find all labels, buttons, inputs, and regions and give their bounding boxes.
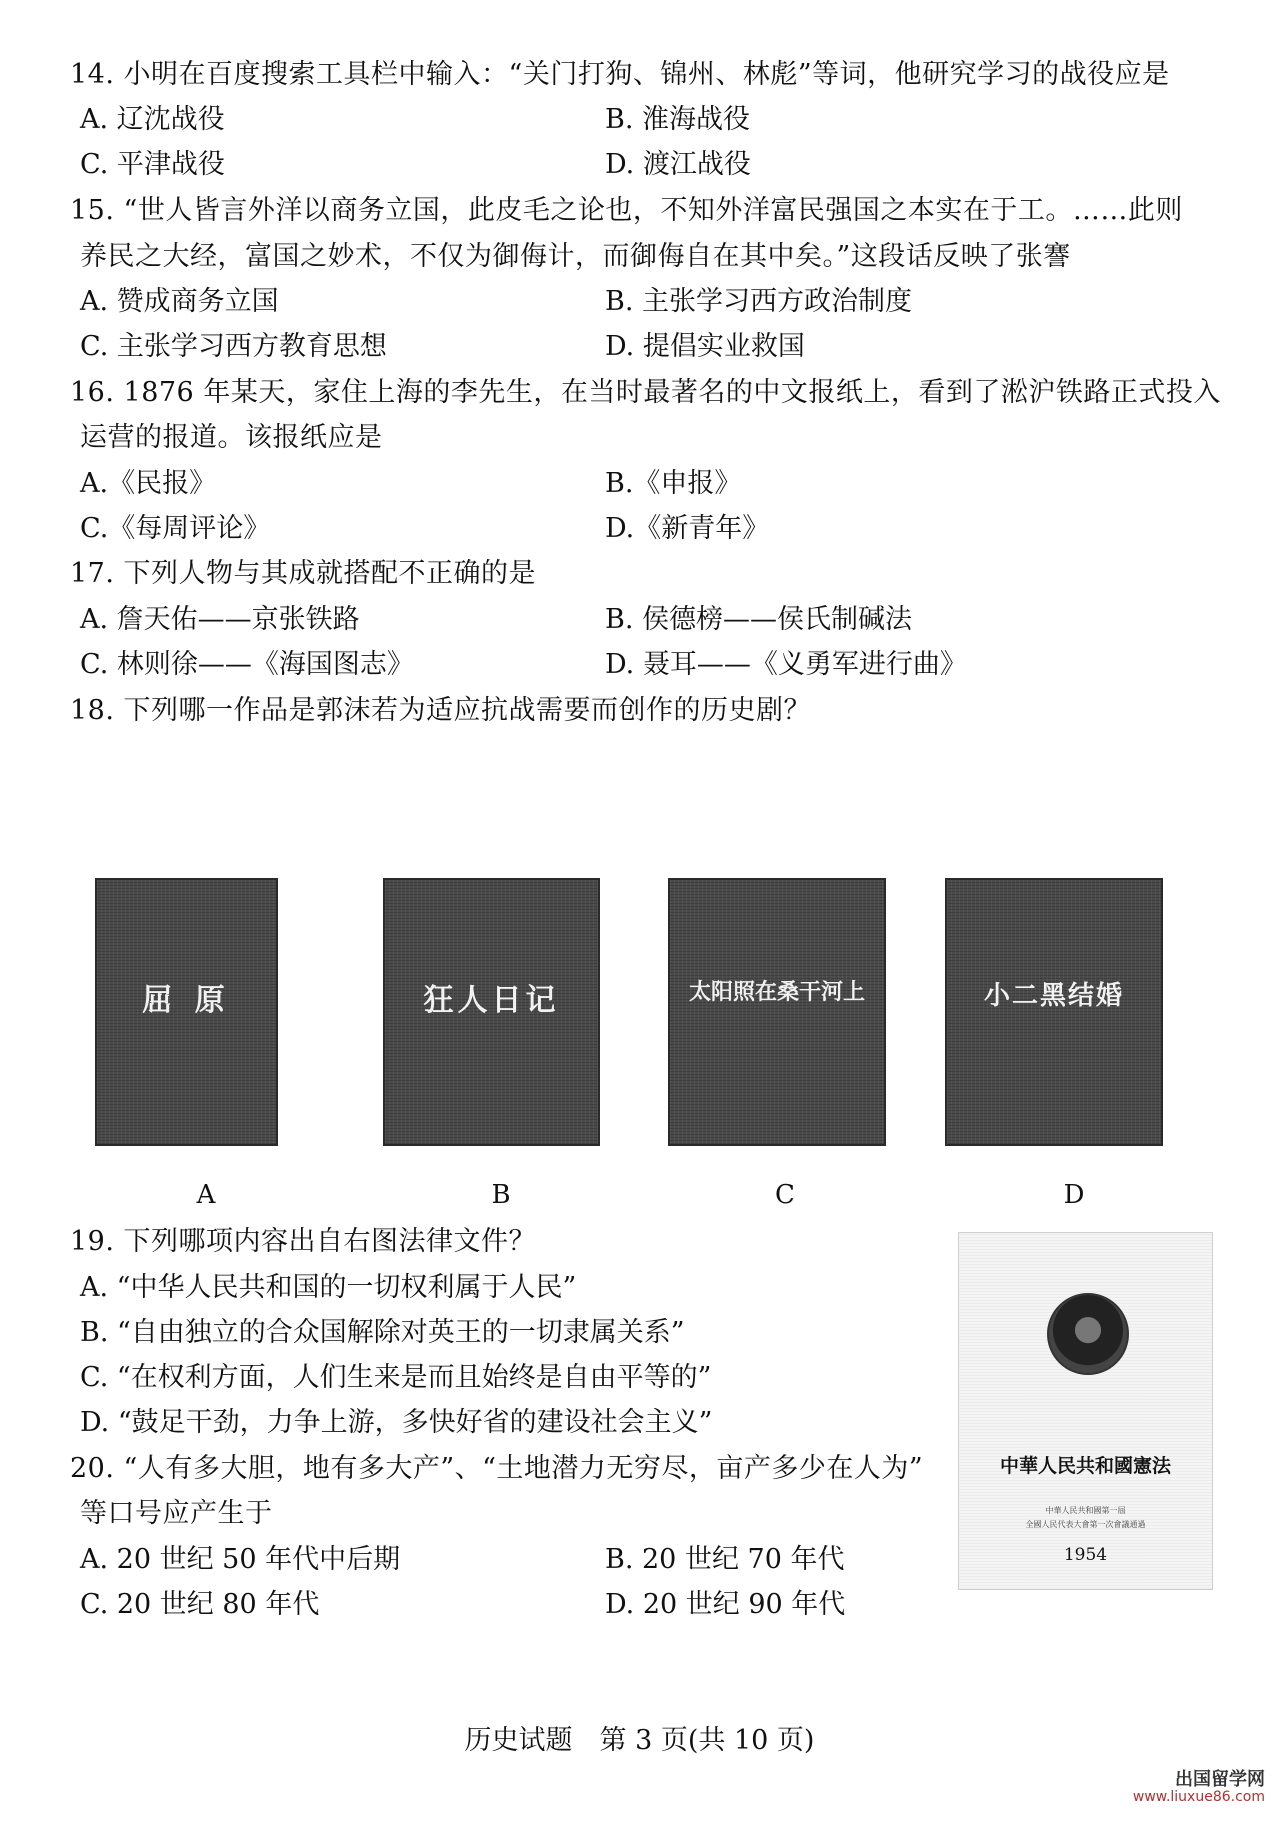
q18-label-c: C [775,1180,795,1210]
q18-label-a: A [196,1180,216,1210]
q19-option-b: B. “自由独立的合众国解除对英王的一切隶属关系” [80,1317,685,1348]
q17-option-d: D. 聂耳——《义勇军进行曲》 [605,649,967,680]
q16-stem-line1: 16. 1876 年某天，家住上海的李先生，在当时最著名的中文报纸上，看到了淞沪铁路正式投入 [70,377,1221,408]
q18-cover-b [383,878,600,1146]
q19-option-a: A. “中华人民共和国的一切权利属于人民” [80,1272,577,1303]
q18-cover-c [668,878,886,1146]
q15-option-a: A. 赞成商务立国 [80,286,279,317]
national-emblem-icon [1047,1293,1129,1375]
q17-stem: 17. 下列人物与其成就搭配不正确的是 [70,558,537,589]
q17-option-c: C. 林则徐——《海国图志》 [80,649,414,680]
constitution-title: 中華人民共和國憲法 [999,1455,1171,1477]
q14-option-b: B. 淮海战役 [605,104,751,135]
cover-b-title: 狂人日记 [423,983,560,1018]
q18-stem: 18. 下列哪一作品是郭沫若为适应抗战需要而创作的历史剧？ [70,695,812,726]
q16-option-c: C.《每周评论》 [80,513,271,544]
watermark-url: www.liuxue86.com [1132,1788,1265,1805]
q19-option-d: D. “鼓足干劲，力争上游，多快好省的建设社会主义” [80,1407,713,1438]
q19-stem: 19. 下列哪项内容出自右图法律文件？ [70,1226,537,1257]
q16-option-b: B.《申报》 [605,468,742,499]
q14-option-a: A. 辽沈战役 [80,104,225,135]
q15-stem-line1: 15. “世人皆言外洋以商务立国，此皮毛之论也，不知外洋富民强国之本实在于工。……此则 [70,195,1183,226]
q17-option-b: B. 侯德榜——侯氏制碱法 [605,604,913,635]
constitution-note-1: 中華人民共和國第一屆 [1045,1506,1126,1515]
cover-d-title: 小二黑结婚 [983,981,1124,1011]
constitution-cover-image [958,1232,1213,1590]
constitution-note-2: 全國人民代表大會第一次會議通過 [1025,1520,1146,1529]
q15-option-d: D. 提倡实业救国 [605,331,805,362]
q20-option-d: D. 20 世纪 90 年代 [605,1589,846,1620]
q14-option-d: D. 渡江战役 [605,149,751,180]
q18-label-d: D [1063,1180,1085,1210]
q16-option-a: A.《民报》 [80,468,217,499]
q17-option-a: A. 詹天佑——京张铁路 [80,604,360,635]
q14-stem: 14. 小明在百度搜索工具栏中输入：“关门打狗、锦州、林彪”等词，他研究学习的战役应是 [70,59,1170,90]
cover-c-title: 太阳照在桑干河上 [688,980,865,1005]
q20-option-c: C. 20 世纪 80 年代 [80,1589,320,1620]
q20-stem-line2: 等口号应产生于 [80,1498,273,1529]
q18-cover-d [945,878,1163,1146]
q15-option-c: C. 主张学习西方教育思想 [80,331,387,362]
q16-stem-line2: 运营的报道。该报纸应是 [80,422,383,453]
cover-a-title: 屈 原 [142,983,231,1018]
q20-option-b: B. 20 世纪 70 年代 [605,1544,845,1575]
q20-option-a: A. 20 世纪 50 年代中后期 [80,1544,401,1575]
q16-option-d: D.《新青年》 [605,513,770,544]
q15-option-b: B. 主张学习西方政治制度 [605,286,913,317]
q20-stem-line1: 20. “人有多大胆，地有多大产”、“土地潜力无穷尽，亩产多少在人为” [70,1453,924,1484]
q19-option-c: C. “在权利方面，人们生来是而且始终是自由平等的” [80,1362,712,1393]
q15-stem-line2: 养民之大经，富国之妙术，不仅为御侮计，而御侮自在其中矣。”这段话反映了张謇 [80,241,1071,272]
q14-option-c: C. 平津战役 [80,149,225,180]
constitution-year: 1954 [1063,1545,1108,1565]
watermark-title: 出国留学网 [1175,1769,1265,1790]
page-footer: 历史试题 第 3 页(共 10 页) [464,1725,815,1756]
q18-label-b: B [491,1180,511,1210]
site-watermark [1133,1770,1265,1805]
q18-cover-a [95,878,278,1146]
